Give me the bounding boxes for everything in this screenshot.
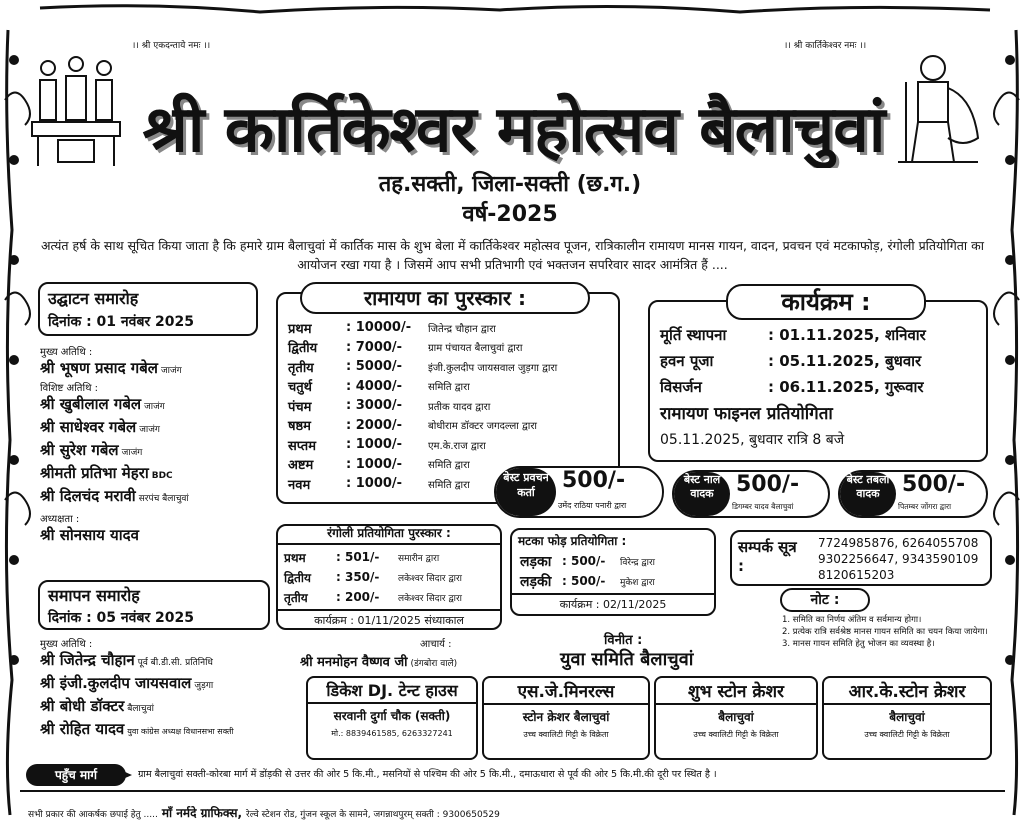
sponsor-card [306, 676, 478, 760]
guest-name: श्री इंजी.कुलदीप जायसवाल [40, 674, 192, 692]
guest-row [40, 673, 340, 696]
prize-amount: : 4000/- [346, 378, 403, 394]
sponsor-card [822, 676, 992, 760]
prize-row [288, 396, 616, 416]
intro-paragraph: अत्यंत हर्ष के साथ सूचित किया जाता है कि हमारे ग्राम बैलाचुवां में कार्तिक मास के शुभ बेला में कार्तिकेश्वर महोत्सव पूजन, रात्रिकालीन रामायण मानस गायन, वादन, प्रवचन एवं मटकाफोड़, रंगोली प्रतियोगिता का आयोजन रखा गया है । जिसमें आप सभी प्रतिभागी एवं भक्तजन सपरिवार सादर आमंत्रित हैं .... [41, 238, 984, 272]
footer-divider [20, 790, 1005, 792]
guest-name: श्री साधेश्वर गबेल [40, 418, 137, 436]
best-award-label: बेस्ट नाल वादक [674, 472, 730, 516]
closing-ceremony-box [38, 580, 270, 630]
prize-rank: पंचम [288, 399, 312, 415]
sponsor-name: आर.के.स्टोन क्रेशर [824, 678, 990, 705]
left-mantra: ।। श्री एकदन्ताये नमः ।। [132, 41, 211, 51]
prize-amount: : 1000/- [346, 437, 403, 453]
note-title: नोट : [780, 588, 870, 612]
opening-title: उद्घाटन समारोह [48, 289, 139, 308]
prize-amount: : 3000/- [346, 398, 403, 414]
note-item: 3. मानस गायन समिति हेतु भोजन का व्यवस्था है। [782, 639, 935, 649]
note-item: 2. प्रत्येक रात्रि सर्वश्रेष्ठ मानस गायन समिति का चयन किया जायेगा। [782, 627, 988, 637]
prize-rank: षष्ठम [288, 419, 311, 435]
prize-rank: चतुर्थ [288, 380, 312, 396]
prize-by: लकेश्वर सिदार द्वारा [398, 573, 462, 584]
guest-row [40, 719, 340, 742]
guest-name: श्री दिलचंद मरावी [40, 487, 136, 505]
guest-note: जाजंग [144, 402, 165, 412]
prize-row [288, 357, 616, 377]
guest-note: जाजंग [139, 425, 160, 435]
guest-row [40, 463, 285, 486]
right-mantra: ।। श्री कार्तिकेश्वर नमः ।। [784, 41, 867, 51]
prize-row [284, 587, 494, 607]
karyakram-title: कार्यक्रम : [726, 284, 926, 320]
matka-row [512, 551, 714, 571]
president-name: श्री सोनसाय यादव [40, 526, 139, 544]
rangoli-prize-list [278, 545, 500, 609]
prize-amount: : 1000/- [346, 476, 403, 492]
prize-rank: द्वितीय [284, 570, 311, 585]
prize-by: ग्राम पंचायत बैलाचुवां द्वारा [428, 343, 523, 355]
best-award-label: बेस्ट तबला वादक [840, 472, 896, 516]
prize-amount: : 501/- [336, 550, 380, 564]
guest-note: पूर्व बी.डी.सी. प्रतिनिधि [137, 658, 213, 668]
prize-amount: : 350/- [336, 570, 380, 584]
prize-by: इंजी.कुलदीप जायसवाल जुड़गा द्वारा [428, 362, 558, 374]
best-award-label: बेस्ट प्रवचन कर्ता [496, 468, 556, 516]
guest-note: जाजंग [160, 366, 182, 376]
prize-rank: प्रथम [284, 550, 306, 565]
best-award-amount: 500/- [902, 472, 966, 497]
closing-date: दिनांक : 05 नवंबर 2025 [48, 610, 195, 626]
contact-label: सम्पर्क सूत्र : [738, 538, 797, 575]
schedule-label: विसर्जन [660, 378, 702, 396]
rangoli-box [276, 524, 502, 630]
schedule-row [660, 374, 984, 400]
sponsor-extra: उच्च क्वालिटी गिट्टी के विक्रेता [864, 730, 950, 739]
sponsor-name: एस.जे.मिनरल्स [484, 678, 648, 705]
opening-ceremony-box [38, 282, 258, 336]
prize-amount: : 1000/- [346, 456, 403, 472]
prize-amount: : 7000/- [346, 339, 403, 355]
guest-row [40, 358, 285, 378]
guest-note: युवा कांग्रेस अध्यक्ष विधानसभा सक्ती [127, 727, 234, 736]
sponsor-sub: स्टोन क्रेशर बैलाचुवां [522, 710, 610, 724]
route-text: ग्राम बैलाचुवां सक्ती-कोरबा मार्ग में डोंड़की से उत्तर की ओर 5 कि.मी., मसनियों से पश्चिम की ओर 5 कि.मी., दमाऊधारा से पूर्व की ओर 5 कि.मी.की दूरी पर स्थित है । [138, 769, 717, 780]
schedule-value: : 06.11.2025, गुरूवार [768, 378, 924, 396]
prize-row [288, 416, 616, 436]
note-item: 1. समिति का निर्णय अंतिम व सर्वमान्य होगा। [782, 615, 922, 625]
contact-number: 9302256647, 9343590109 [818, 552, 979, 566]
prize-rank: सप्तम [288, 438, 316, 454]
karyakram-list [660, 322, 984, 452]
guest-name: श्री रोहित यादव [40, 720, 125, 738]
best-award-amount: 500/- [562, 468, 626, 493]
guest-row [40, 394, 285, 417]
prize-rank: तृतीय [284, 590, 308, 605]
opening-special-label: विशिष्ट अतिथि : [40, 383, 99, 394]
guest-name: श्री जितेन्द्र चौहान [40, 651, 135, 669]
contact-numbers [818, 535, 978, 583]
prize-rank: तृतीय [288, 360, 314, 376]
year-line: वर्ष-2025 [462, 202, 558, 227]
guest-note: जाजंग [121, 448, 143, 458]
sponsor-name: शुभ स्टोन क्रेशर [656, 678, 816, 705]
sponsor-sub: बैलाचुवां [889, 710, 925, 724]
footer-rest: रेल्वे स्टेशन रोड, गुंजन स्कूल के सामने, जगन्नाथपुरम् सक्ती : 9300650529 [246, 810, 500, 820]
sponsor-card [482, 676, 650, 760]
best-award-by: पितम्बर जोंगरा द्वारा [898, 502, 952, 511]
matka-schedule: कार्यक्रम : 02/11/2025 [512, 593, 714, 612]
guest-row [40, 417, 285, 440]
prize-amount: : 10000/- [346, 320, 412, 336]
rangoli-schedule: कार्यक्रम : 01/11/2025 संध्याकाल [278, 609, 500, 628]
closing-chief-label: मुख्य अतिथि : [40, 639, 93, 650]
acharya-note: (डंगबोरा वाले) [410, 659, 458, 669]
best-award-naal [672, 470, 830, 518]
prize-by: समारीन द्वारा [398, 553, 440, 564]
prize-by: बोधीराम डॉक्टर जगदल्ला द्वारा [428, 421, 538, 433]
sponsor-extra: उच्च क्वालिटी गिट्टी के विक्रेता [523, 730, 609, 739]
schedule-label: हवन पूजा [660, 352, 714, 370]
guest-row [40, 696, 340, 719]
prize-by: समिति द्वारा [428, 460, 470, 472]
best-award-by: उमेंद राठिया पनारी द्वारा [558, 501, 627, 510]
route-label: पहुँच मार्ग [26, 764, 126, 786]
guest-note: जुड़गा [194, 681, 214, 691]
footer-lead: सभी प्रकार की आकर्षक छपाई हेतु ..... [28, 810, 158, 820]
prize-by: समिति द्वारा [428, 382, 470, 394]
opening-chief-label: मुख्य अतिथि : [40, 347, 93, 358]
guest-row [40, 440, 285, 463]
prize-by: लकेश्वर सिदार द्वारा [398, 593, 462, 604]
matka-by: मुकेश द्वारा [620, 577, 655, 588]
sponsor-name: डिकेश DJ. टेन्ट हाउस [308, 678, 476, 704]
schedule-row [660, 348, 984, 374]
best-award-by: डिगम्बर यादव बैलाचुवां [732, 502, 794, 511]
prize-amount: : 200/- [336, 590, 380, 604]
matka-title: मटका फोड़ प्रतियोगिता : [518, 534, 627, 548]
matka-row [512, 571, 714, 591]
contact-number: 8120615203 [818, 568, 895, 582]
prize-amount: : 2000/- [346, 417, 403, 433]
ramayan-prize-title: रामायण का पुरस्कार : [300, 282, 590, 314]
rangoli-title: रंगोली प्रतियोगिता पुरस्कार : [278, 524, 500, 545]
prize-rank: प्रथम [288, 321, 312, 337]
guest-row [40, 650, 340, 673]
sponsor-sub: सरवानी दुर्गा चौक (सक्ती) [333, 709, 451, 723]
guest-name: श्री सुरेश गबेल [40, 441, 119, 459]
prize-row [288, 435, 616, 455]
matka-amount: : 500/- [562, 574, 606, 588]
matka-box [510, 528, 716, 616]
sponsor-extra: मो.: 8839461585, 6263327241 [331, 729, 453, 738]
guest-name: श्री भूषण प्रसाद गबेल [40, 359, 158, 377]
footer-brand: माँ नर्मदे ग्राफिक्स, [161, 806, 243, 820]
vinit-name: युवा समिति बैलाचुवां [560, 649, 694, 670]
sponsor-extra: उच्च क्वालिटी गिट्टी के विक्रेता [693, 730, 779, 739]
prize-row [288, 318, 616, 338]
contact-box [730, 530, 992, 586]
president-label: अध्यक्षता : [40, 514, 80, 525]
schedule-value: : 05.11.2025, बुधवार [768, 352, 922, 370]
location-line: तह.सक्ती, जिला-सक्ती (छ.ग.) [378, 172, 642, 197]
guest-note: सरपंच बैलाचुवां [138, 494, 189, 504]
prize-by: जितेन्द्र चौहान द्वारा [428, 323, 496, 335]
prize-row [284, 567, 494, 587]
prize-rank: नवम [288, 477, 311, 493]
acharya-row [300, 652, 457, 670]
sponsor-card [654, 676, 818, 760]
prize-row [288, 338, 616, 358]
festival-title: श्री कार्तिकेश्वर महोत्सव बैलाचुवां [142, 93, 885, 167]
guest-name: श्रीमती प्रतिभा मेहरा [40, 464, 149, 482]
arrow-right-icon [114, 764, 136, 786]
guest-row [40, 486, 285, 509]
final-competition-title: रामायण फाइनल प्रतियोगिता [660, 404, 833, 424]
sponsor-sub: बैलाचुवां [718, 710, 754, 724]
guest-name: श्री खुबीलाल गबेल [40, 395, 142, 413]
vinit-label: विनीत : [604, 633, 643, 648]
guest-note: BDC [151, 471, 173, 481]
matka-by: विरेन्द्र द्वारा [620, 557, 655, 568]
prize-row [284, 547, 494, 567]
schedule-label: मूर्ति स्थापना [660, 326, 727, 344]
closing-title: समापन समारोह [48, 586, 140, 605]
acharya-label: आचार्य : [420, 639, 452, 650]
printer-footer [28, 804, 500, 821]
prize-rank: द्वितीय [288, 341, 318, 357]
best-award-amount: 500/- [736, 472, 800, 497]
prize-by: समिति द्वारा [428, 479, 470, 491]
matka-amount: : 500/- [562, 554, 606, 568]
guest-name: श्री बोधी डॉक्टर [40, 697, 125, 715]
note-list [782, 614, 992, 650]
prize-by: प्रतीक यादव द्वारा [428, 401, 491, 413]
schedule-row [660, 322, 984, 348]
final-competition-date: 05.11.2025, बुधवार रात्रि 8 बजे [660, 432, 845, 448]
best-award-tabla [838, 470, 988, 518]
prize-rank: अष्टम [288, 458, 314, 474]
schedule-value: : 01.11.2025, शनिवार [768, 326, 926, 344]
acharya-name: श्री मनमोहन वैष्णव जी [300, 655, 408, 670]
prize-row [288, 377, 616, 397]
matka-label: लड़का [520, 553, 552, 570]
best-award-pravachan [494, 466, 664, 518]
prize-amount: : 5000/- [346, 359, 403, 375]
matka-label: लड़की [520, 573, 552, 590]
prize-by: एम.के.राज द्वारा [428, 440, 486, 452]
contact-number: 7724985876, 6264055708 [818, 536, 979, 550]
opening-date: दिनांक : 01 नवंबर 2025 [48, 314, 195, 330]
guest-note: बैलाचुवां [127, 704, 154, 714]
